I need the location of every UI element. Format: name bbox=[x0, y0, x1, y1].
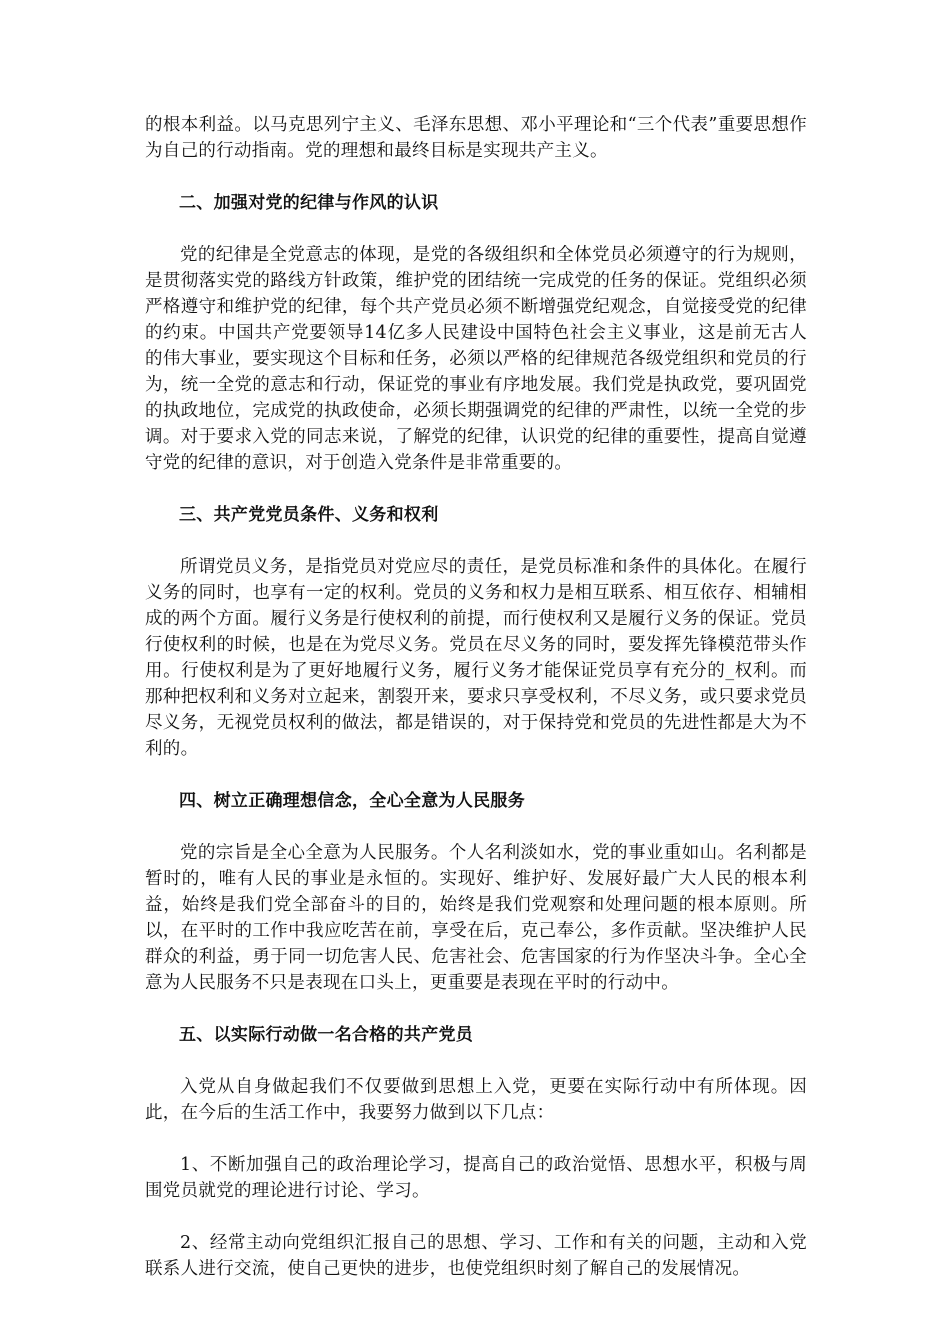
section-5-item-1: 1、不断加强自己的政治理论学习，提高自己的政治觉悟、思想水平，积极与周围党员就党的理论进行讨论、学习。 bbox=[145, 1155, 807, 1201]
intro-paragraph: 的根本利益。以马克思列宁主义、毛泽东思想、邓小平理论和“三个代表”重要思想作为自己的行动指南。党的理想和最终目标是实现共产主义。 bbox=[145, 115, 807, 161]
section-2-paragraph: 党的纪律是全党意志的体现，是党的各级组织和全体党员必须遵守的行为规则，是贯彻落实党的路线方针政策，维护党的团结统一完成党的任务的保证。党组织必须严格遵守和维护党的纪律，每个共产党员必须不断增强党纪观念，自觉接受党的纪律的约束。中国共产党要领导14亿多人民建设中国特色社会主义事业，这是前无古人的伟大事业，要实现这个目标和任务，必须以严格的纪律规范各级党组织和党员的行为，统一全党的意志和行动，保证党的事业有序地发展。我们党是执政党，要巩固党的执政地位，完成党的执政使命，必须长期强调党的纪律的严肃性，以统一全党的步调。对于要求入党的同志来说，了解党的纪律，认识党的纪律的重要性，提高自觉遵守党的纪律的意识，对于创造入党条件是非常重要的。 bbox=[145, 245, 807, 473]
section-2-heading: 二、加强对党的纪律与作风的认识 bbox=[179, 193, 439, 213]
section-4-heading: 四、树立正确理想信念，全心全意为人民服务 bbox=[179, 791, 525, 811]
section-5-paragraph: 入党从自身做起我们不仅要做到思想上入党，更要在实际行动中有所体现。因此，在今后的生活工作中，我要努力做到以下几点： bbox=[145, 1077, 807, 1123]
section-3-heading: 三、共产党党员条件、义务和权利 bbox=[179, 505, 439, 525]
document-page bbox=[145, 112, 807, 1308]
section-5-item-2: 2、经常主动向党组织汇报自己的思想、学习、工作和有关的问题，主动和入党联系人进行交流，使自己更快的进步，也使党组织时刻了解自己的发展情况。 bbox=[145, 1233, 807, 1279]
section-4-paragraph: 党的宗旨是全心全意为人民服务。个人名利淡如水，党的事业重如山。名利都是暂时的，唯有人民的事业是永恒的。实现好、维护好、发展好最广大人民的根本利益，始终是我们党全部奋斗的目的，始终是我们党观察和处理问题的根本原则。所以，在平时的工作中我应吃苦在前，享受在后，克己奉公，多作贡献。坚决维护人民群众的利益，勇于同一切危害人民、危害社会、危害国家的行为作坚决斗争。全心全意为人民服务不只是表现在口头上，更重要是表现在平时的行动中。 bbox=[145, 843, 807, 993]
section-3-paragraph: 所谓党员义务，是指党员对党应尽的责任，是党员标准和条件的具体化。在履行义务的同时，也享有一定的权利。党员的义务和权力是相互联系、相互依存、相辅相成的两个方面。履行义务是行使权利的前提，而行使权利又是履行义务的保证。党员行使权利的时候，也是在为党尽义务。党员在尽义务的同时，要发挥先锋模范带头作用。行使权利是为了更好地履行义务，履行义务才能保证党员享有充分的_权利。而那种把权利和义务对立起来，割裂开来，要求只享受权利，不尽义务，或只要求党员尽义务，无视党员权利的做法，都是错误的，对于保持党和党员的先进性都是大为不利的。 bbox=[145, 557, 807, 759]
section-5-heading: 五、以实际行动做一名合格的共产党员 bbox=[179, 1025, 474, 1045]
